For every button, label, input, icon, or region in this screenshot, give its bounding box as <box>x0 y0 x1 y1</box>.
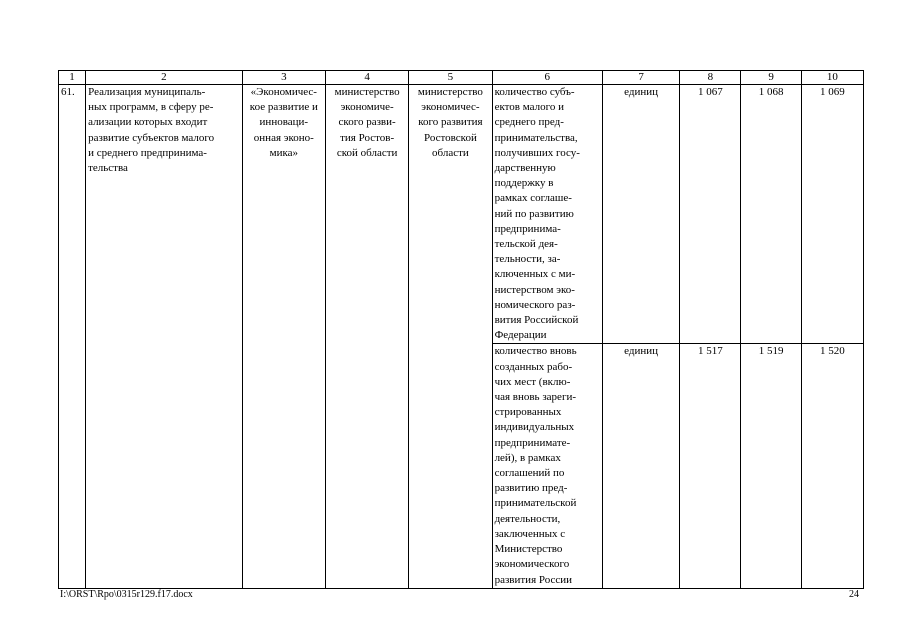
header-cell-2: 2 <box>86 71 243 85</box>
header-cell-8: 8 <box>680 71 741 85</box>
table-row <box>59 85 864 344</box>
indicator-text: количество субъ- ектов малого и среднего пред- принимательства, получивших госу- дарственную поддержку в рамках соглаше- ний по развитию предпринима- тельской дея- тельности, за- ключенных с ми- нистерством эко- номического раз- вития Российской Федерации <box>492 85 602 344</box>
indicator-value-10: 1 520 <box>801 344 863 588</box>
co-executor: министерство экономичес- кого развития Ростовской области <box>409 85 492 589</box>
indicator-unit: единиц <box>602 85 679 344</box>
indicator-value-8: 1 517 <box>680 344 741 588</box>
indicator-value-10: 1 069 <box>801 85 863 344</box>
indicator-text: количество вновь созданных рабо- чих мест (вклю- чая вновь зареги- стрированных индивидуальных предпринимате- лей), в рамках соглашений по развитию пред- принимательской деятельности, заключенных с Министерство экономического развития России <box>492 344 602 588</box>
header-cell-5: 5 <box>409 71 492 85</box>
header-row <box>59 71 864 85</box>
state-program: «Экономичес- кое развитие и инноваци- онная эконо- мика» <box>242 85 325 589</box>
header-cell-1: 1 <box>59 71 86 85</box>
file-path: I:\ORST\Rpo\0315r129.f17.docx <box>60 589 193 600</box>
indicator-unit: единиц <box>602 344 679 588</box>
program-table <box>58 70 864 589</box>
header-cell-4: 4 <box>325 71 408 85</box>
header-cell-3: 3 <box>242 71 325 85</box>
header-cell-6: 6 <box>492 71 602 85</box>
indicator-value-8: 1 067 <box>680 85 741 344</box>
program-name: Реализация муниципаль- ных программ, в сферу ре- ализации которых входит развитие субъектов малого и среднего предпринима- тельства <box>86 85 243 589</box>
header-cell-10: 10 <box>801 71 863 85</box>
header-cell-9: 9 <box>741 71 801 85</box>
header-cell-7: 7 <box>602 71 679 85</box>
page-number: 24 <box>849 589 859 600</box>
indicator-value-9: 1 519 <box>741 344 801 588</box>
indicator-value-9: 1 068 <box>741 85 801 344</box>
row-number: 61. <box>59 85 86 589</box>
responsible-executor: министерство экономиче- ского разви- тия Ростов- ской области <box>325 85 408 589</box>
